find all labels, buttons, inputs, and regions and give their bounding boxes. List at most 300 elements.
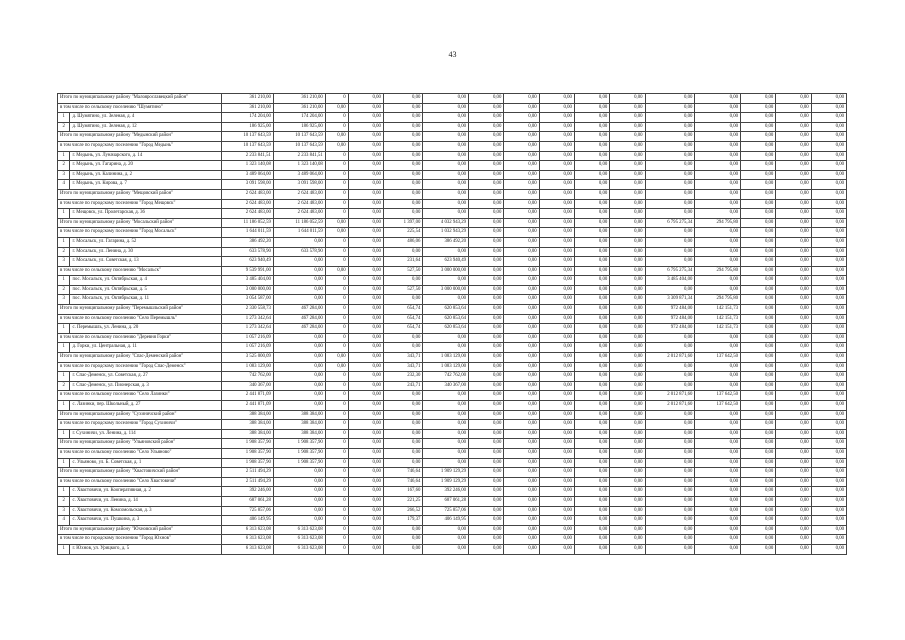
value-cell: 0,00	[574, 218, 609, 228]
value-cell: 0,00	[574, 410, 609, 420]
value-cell: 340 367,00	[423, 381, 469, 391]
value-cell: 0,00	[504, 391, 539, 401]
value-cell: 0,00	[741, 487, 776, 497]
value-cell: 0,00	[610, 237, 645, 247]
value-cell: 0,00	[695, 247, 741, 257]
value-cell: 0,00	[645, 525, 695, 535]
value-cell: 294 795,80	[695, 218, 741, 228]
value-cell: 137 642,50	[695, 353, 741, 363]
value-cell: 0	[325, 516, 348, 526]
value-cell: 0,00	[423, 94, 469, 104]
value-cell: 0,00	[423, 180, 469, 190]
value-cell: 3 000 000,00	[423, 266, 469, 276]
address-cell: д. Горки, ул. Центральная, д. 11	[70, 343, 222, 353]
value-cell: 0,00	[811, 237, 846, 247]
value-cell: 0,00	[645, 132, 695, 142]
value-cell: 0,00	[273, 295, 325, 305]
value-cell: 0,00	[348, 324, 383, 334]
value-cell: 0,00	[469, 391, 504, 401]
value-cell: 0,00	[469, 189, 504, 199]
value-cell: 0,00	[504, 122, 539, 132]
value-cell: 0,00	[811, 372, 846, 382]
table-row	[58, 401, 847, 411]
value-cell: 0,00	[539, 141, 574, 151]
value-cell: 0,00	[539, 420, 574, 430]
value-cell: 0,00	[539, 151, 574, 161]
value-cell: 0,00	[539, 353, 574, 363]
value-cell: 0,00	[469, 506, 504, 516]
value-cell: 0,00	[574, 487, 609, 497]
value-cell: 0,00	[741, 237, 776, 247]
address-cell: с. Перемышль, ул. Ленина, д. 20	[70, 324, 222, 334]
value-cell: 467 284,00	[273, 314, 325, 324]
value-cell: 0,00	[423, 161, 469, 171]
group-name-cell: в том числе по городскому поселению "Город Спас-Деменск"	[58, 362, 222, 372]
value-cell: 0,00	[776, 516, 811, 526]
value-cell: 0,00	[741, 506, 776, 516]
table-row	[58, 180, 847, 190]
value-cell: 0,00	[610, 535, 645, 545]
value-cell: 0,00	[423, 170, 469, 180]
value-cell: 0,00	[325, 141, 348, 151]
value-cell: 0,00	[273, 333, 325, 343]
value-cell: 0,00	[776, 410, 811, 420]
value-cell: 0,00	[776, 94, 811, 104]
value-cell: 0,00	[423, 448, 469, 458]
group-row	[58, 305, 847, 315]
value-cell: 0,00	[741, 429, 776, 439]
value-cell: 0,00	[610, 458, 645, 468]
value-cell: 0,00	[610, 496, 645, 506]
value-cell: 0,00	[423, 401, 469, 411]
value-cell: 0,00	[539, 103, 574, 113]
value-cell: 0,00	[504, 439, 539, 449]
value-cell: 0	[325, 314, 348, 324]
value-cell: 0,00	[348, 516, 383, 526]
value-cell: 0,00	[695, 372, 741, 382]
value-cell: 340 367,00	[222, 381, 274, 391]
group-name-cell: Итого по муниципальному району "Малоярославецкий район"	[58, 94, 222, 104]
table-row	[58, 247, 847, 257]
value-cell: 0,00	[645, 151, 695, 161]
value-cell: 0,00	[811, 333, 846, 343]
value-cell: 0,00	[383, 247, 422, 257]
value-cell: 0,00	[741, 189, 776, 199]
value-cell: 0,00	[776, 343, 811, 353]
value-cell: 0,00	[423, 209, 469, 219]
group-row	[58, 189, 847, 199]
value-cell: 1 083 129,00	[222, 362, 274, 372]
value-cell: 0,00	[383, 180, 422, 190]
table-row	[58, 161, 847, 171]
value-cell: 0,00	[423, 113, 469, 123]
value-cell: 0	[325, 487, 348, 497]
value-cell: 620 853,64	[423, 305, 469, 315]
value-cell: 0,00	[776, 458, 811, 468]
value-cell: 3 091 598,00	[273, 180, 325, 190]
value-cell: 620 853,64	[423, 324, 469, 334]
value-cell: 0	[325, 189, 348, 199]
value-cell: 0,00	[645, 141, 695, 151]
value-cell: 11 186 052,59	[273, 218, 325, 228]
value-cell: 0,00	[504, 228, 539, 238]
value-cell: 0,00	[645, 161, 695, 171]
value-cell: 0,00	[273, 487, 325, 497]
value-cell: 0,00	[695, 535, 741, 545]
value-cell: 0,00	[610, 333, 645, 343]
value-cell: 0,00	[348, 448, 383, 458]
value-cell: 0,00	[645, 247, 695, 257]
value-cell: 0,00	[574, 448, 609, 458]
value-cell: 0,00	[348, 228, 383, 238]
value-cell: 0,00	[776, 228, 811, 238]
value-cell: 343,71	[383, 362, 422, 372]
value-cell: 0,00	[348, 381, 383, 391]
value-cell: 0	[325, 247, 348, 257]
value-cell: 0,00	[273, 496, 325, 506]
value-cell: 0,00	[383, 410, 422, 420]
value-cell: 0,00	[695, 525, 741, 535]
value-cell: 0,00	[469, 410, 504, 420]
value-cell: 0,00	[273, 506, 325, 516]
value-cell: 0,00	[811, 151, 846, 161]
value-cell: 0,00	[539, 439, 574, 449]
value-cell: 0,00	[383, 103, 422, 113]
row-number-cell: 1	[58, 544, 70, 554]
value-cell: 0,00	[469, 305, 504, 315]
value-cell: 0,00	[741, 103, 776, 113]
value-cell: 0,00	[645, 362, 695, 372]
value-cell: 527,50	[383, 266, 422, 276]
value-cell: 0,00	[610, 285, 645, 295]
value-cell: 0,00	[776, 477, 811, 487]
group-row	[58, 103, 847, 113]
value-cell: 0,00	[423, 343, 469, 353]
value-cell: 0	[325, 448, 348, 458]
value-cell: 0,00	[539, 247, 574, 257]
value-cell: 0,00	[610, 516, 645, 526]
value-cell: 388 384,00	[273, 420, 325, 430]
value-cell: 0,00	[469, 324, 504, 334]
group-name-cell: в том числе по сельскому поселению "Шумятино"	[58, 103, 222, 113]
value-cell: 0,00	[423, 276, 469, 286]
group-name-cell: в том числе по городскому поселению "Город Юхнов"	[58, 535, 222, 545]
value-cell: 0,00	[741, 535, 776, 545]
value-cell: 1 397,00	[383, 218, 422, 228]
value-cell: 0,00	[645, 180, 695, 190]
group-name-cell: в том числе по сельскому поселению "Деревня Горки"	[58, 333, 222, 343]
value-cell: 0,00	[348, 496, 383, 506]
value-cell: 0,00	[539, 324, 574, 334]
value-cell: 0,00	[348, 180, 383, 190]
value-cell: 0,00	[504, 218, 539, 228]
value-cell: 0,00	[539, 189, 574, 199]
value-cell: 0,00	[695, 103, 741, 113]
value-cell: 0	[325, 180, 348, 190]
value-cell: 0,00	[610, 141, 645, 151]
value-cell: 0,00	[469, 468, 504, 478]
value-cell: 0,00	[504, 353, 539, 363]
value-cell: 0,00	[811, 199, 846, 209]
value-cell: 0,00	[776, 170, 811, 180]
value-cell: 0,00	[811, 439, 846, 449]
value-cell: 0,00	[539, 209, 574, 219]
value-cell: 0,00	[383, 141, 422, 151]
value-cell: 0,00	[776, 247, 811, 257]
value-cell: 0,00	[741, 122, 776, 132]
value-cell: 0,00	[776, 372, 811, 382]
value-cell: 0,00	[469, 94, 504, 104]
value-cell: 0,00	[610, 324, 645, 334]
value-cell: 0,00	[574, 113, 609, 123]
value-cell: 0,00	[610, 266, 645, 276]
value-cell: 972 484,00	[645, 324, 695, 334]
value-cell: 0,00	[504, 132, 539, 142]
table-row	[58, 170, 847, 180]
value-cell: 0,00	[348, 132, 383, 142]
value-cell: 0,00	[574, 103, 609, 113]
value-cell: 0	[325, 439, 348, 449]
value-cell: 0,00	[539, 295, 574, 305]
value-cell: 0,00	[811, 141, 846, 151]
value-cell: 0,00	[469, 401, 504, 411]
value-cell: 0,00	[574, 372, 609, 382]
value-cell: 1 032 943,29	[423, 228, 469, 238]
value-cell: 0,00	[539, 276, 574, 286]
row-number-cell: 1	[58, 237, 70, 247]
value-cell: 0,00	[539, 381, 574, 391]
value-cell: 231,64	[383, 257, 422, 267]
address-cell: г. Медынь, ул. Кирова, д. 7	[70, 180, 222, 190]
value-cell: 0,00	[504, 477, 539, 487]
value-cell: 0,00	[539, 410, 574, 420]
value-cell: 527,50	[383, 285, 422, 295]
row-number-cell: 1	[58, 429, 70, 439]
value-cell: 0,00	[645, 410, 695, 420]
value-cell: 137 642,50	[695, 401, 741, 411]
value-cell: 0,00	[423, 199, 469, 209]
value-cell: 0,00	[539, 161, 574, 171]
value-cell: 0,00	[776, 161, 811, 171]
value-cell: 0,00	[348, 525, 383, 535]
value-cell: 0,00	[776, 525, 811, 535]
value-cell: 10 137 643,59	[222, 132, 274, 142]
value-cell: 0,00	[610, 439, 645, 449]
value-cell: 0,00	[504, 544, 539, 554]
value-cell: 0,00	[469, 314, 504, 324]
value-cell: 3 091 598,00	[222, 180, 274, 190]
value-cell: 0,00	[423, 458, 469, 468]
value-cell: 3 054 587,00	[222, 295, 274, 305]
value-cell: 0,00	[348, 420, 383, 430]
value-cell: 0,00	[504, 429, 539, 439]
value-cell: 0,00	[645, 237, 695, 247]
value-cell: 1 644 011,59	[273, 228, 325, 238]
value-cell: 0,00	[776, 141, 811, 151]
value-cell: 3 489 064,00	[222, 170, 274, 180]
value-cell: 0	[325, 94, 348, 104]
value-cell: 0,00	[695, 285, 741, 295]
value-cell: 0,00	[423, 525, 469, 535]
table-row	[58, 276, 847, 286]
group-row	[58, 420, 847, 430]
value-cell: 6 313 623,08	[273, 544, 325, 554]
value-cell: 0,00	[383, 113, 422, 123]
value-cell: 0,00	[741, 544, 776, 554]
value-cell: 0,00	[504, 276, 539, 286]
group-name-cell: в том числе по городскому поселению "Город Медынь"	[58, 141, 222, 151]
value-cell: 0,00	[645, 103, 695, 113]
value-cell: 2 624 483,00	[273, 209, 325, 219]
value-cell: 0,00	[610, 420, 645, 430]
value-cell: 2 012 871,60	[645, 401, 695, 411]
value-cell: 0,00	[273, 362, 325, 372]
row-number-cell: 1	[58, 324, 70, 334]
row-number-cell: 1	[58, 401, 70, 411]
row-number-cell: 2	[58, 122, 70, 132]
value-cell: 0,00	[695, 477, 741, 487]
value-cell: 0,00	[776, 468, 811, 478]
value-cell: 0	[325, 209, 348, 219]
value-cell: 0,00	[645, 228, 695, 238]
value-cell: 0,00	[776, 506, 811, 516]
value-cell: 0,00	[645, 496, 695, 506]
value-cell: 0,00	[610, 544, 645, 554]
value-cell: 654,74	[383, 305, 422, 315]
value-cell: 0,00	[776, 314, 811, 324]
value-cell: 0,00	[741, 94, 776, 104]
value-cell: 0,00	[811, 544, 846, 554]
address-cell: с. Ульяново, ул. Б. Советская, д. 1	[70, 458, 222, 468]
value-cell: 0,00	[610, 487, 645, 497]
value-cell: 0,00	[574, 353, 609, 363]
table-row	[58, 496, 847, 506]
value-cell: 0,00	[348, 285, 383, 295]
value-cell: 0,00	[741, 353, 776, 363]
table-row	[58, 324, 847, 334]
value-cell: 0,00	[574, 247, 609, 257]
value-cell: 0	[325, 161, 348, 171]
value-cell: 0,00	[504, 295, 539, 305]
value-cell: 633 578,90	[273, 247, 325, 257]
value-cell: 6 313 623,08	[273, 535, 325, 545]
value-cell: 0,00	[574, 439, 609, 449]
value-cell: 0,00	[610, 132, 645, 142]
row-number-cell: 1	[58, 113, 70, 123]
group-name-cell: в том числе по сельскому поселению "Село Хвастовичи"	[58, 477, 222, 487]
address-cell: д. Шумятино, ул. Зеленая, д. 4	[70, 113, 222, 123]
value-cell: 0,00	[811, 285, 846, 295]
value-cell: 0,00	[695, 180, 741, 190]
value-cell: 0,00	[348, 276, 383, 286]
value-cell: 0,00	[423, 420, 469, 430]
group-row	[58, 228, 847, 238]
value-cell: 0,00	[423, 439, 469, 449]
value-cell: 0,00	[348, 314, 383, 324]
value-cell: 0,00	[574, 477, 609, 487]
value-cell: 0,00	[539, 218, 574, 228]
value-cell: 294 795,80	[695, 266, 741, 276]
value-cell: 0,00	[273, 477, 325, 487]
group-name-cell: в том числе по сельскому поселению "Мосальск"	[58, 266, 222, 276]
value-cell: 0,00	[610, 103, 645, 113]
value-cell: 0,00	[469, 516, 504, 526]
table-row	[58, 295, 847, 305]
value-cell: 623 940,49	[222, 257, 274, 267]
value-cell: 0,00	[539, 477, 574, 487]
value-cell: 0,00	[695, 362, 741, 372]
value-cell: 0	[325, 458, 348, 468]
value-cell: 0,00	[469, 487, 504, 497]
value-cell: 0,00	[273, 516, 325, 526]
value-cell: 0,00	[574, 324, 609, 334]
value-cell: 0,00	[695, 381, 741, 391]
value-cell: 0,00	[776, 295, 811, 305]
value-cell: 0,00	[811, 429, 846, 439]
value-cell: 1 644 011,59	[222, 228, 274, 238]
value-cell: 742 762,00	[222, 372, 274, 382]
value-cell: 0,00	[741, 257, 776, 267]
value-cell: 0,00	[504, 266, 539, 276]
value-cell: 0,00	[383, 391, 422, 401]
value-cell: 0,00	[645, 381, 695, 391]
value-cell: 746,64	[383, 468, 422, 478]
value-cell: 0,00	[469, 372, 504, 382]
value-cell: 0,00	[504, 151, 539, 161]
value-cell: 0,00	[383, 151, 422, 161]
value-cell: 0,00	[504, 237, 539, 247]
value-cell: 0,00	[539, 305, 574, 315]
value-cell: 0,00	[645, 113, 695, 123]
value-cell: 0,00	[811, 448, 846, 458]
row-number-cell: 2	[58, 247, 70, 257]
value-cell: 0,00	[610, 276, 645, 286]
value-cell: 11 186 052,59	[222, 218, 274, 228]
value-cell: 0	[325, 410, 348, 420]
address-cell: с. Хвастовичи, ул. Ленина, д. 14	[70, 496, 222, 506]
value-cell: 0,00	[695, 487, 741, 497]
value-cell: 0,00	[383, 199, 422, 209]
value-cell: 0,00	[325, 353, 348, 363]
value-cell: 0,00	[811, 496, 846, 506]
value-cell: 0,00	[610, 94, 645, 104]
value-cell: 687 061,28	[222, 496, 274, 506]
value-cell: 0,00	[574, 362, 609, 372]
value-cell: 0,00	[325, 218, 348, 228]
address-cell: г. Сухиничи, ул. Ленина, д. 114	[70, 429, 222, 439]
value-cell: 0,00	[273, 391, 325, 401]
value-cell: 1 908 357,90	[222, 458, 274, 468]
value-cell: 0,00	[610, 429, 645, 439]
value-cell: 0,00	[741, 496, 776, 506]
value-cell: 620 853,64	[423, 314, 469, 324]
value-cell: 0,00	[811, 477, 846, 487]
value-cell: 0,00	[741, 372, 776, 382]
value-cell: 0,00	[695, 94, 741, 104]
value-cell: 0,00	[645, 257, 695, 267]
value-cell: 0,00	[539, 132, 574, 142]
value-cell: 0,00	[811, 266, 846, 276]
value-cell: 0,00	[273, 343, 325, 353]
table-row	[58, 429, 847, 439]
value-cell: 0,00	[741, 218, 776, 228]
value-cell: 0,00	[469, 257, 504, 267]
value-cell: 0,00	[811, 218, 846, 228]
value-cell: 0,00	[539, 199, 574, 209]
value-cell: 294 795,80	[695, 295, 741, 305]
value-cell: 0,00	[539, 362, 574, 372]
value-cell: 0,00	[469, 122, 504, 132]
